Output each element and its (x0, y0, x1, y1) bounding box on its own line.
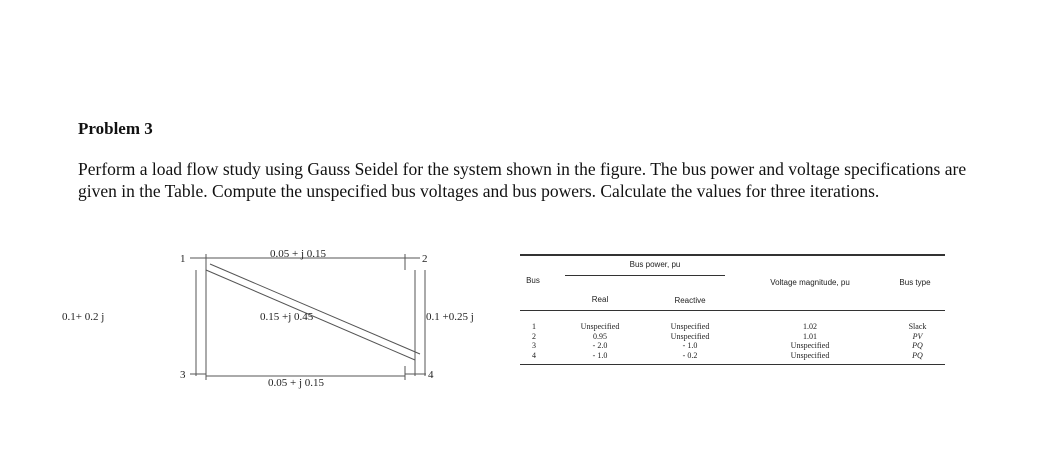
header-bus-type: Bus type (899, 278, 931, 287)
line-3-4-impedance: 0.05 + j 0.15 (268, 377, 325, 389)
header-bus-power-rule (565, 275, 725, 276)
table-row-1-type: Slack (908, 322, 927, 331)
table-row-2-voltage: 1.01 (803, 331, 817, 341)
header-bottom-rule (520, 310, 945, 311)
line-1-3-impedance: 0.1+ 0.2 j (62, 311, 105, 323)
table-row-4-type: PQ (912, 350, 923, 360)
table-row-4-voltage: Unspecified (790, 350, 830, 360)
table-row-2-type: PV (912, 331, 923, 341)
bus-4-label: 4 (428, 369, 434, 381)
column-real (560, 322, 640, 360)
table-row-4-real: - 1.0 (592, 350, 608, 360)
bus-1-label: 1 (180, 253, 186, 265)
table-row-3-voltage: Unspecified (790, 341, 830, 350)
column-bus (528, 322, 540, 360)
table-row-1-reactive: Unspecified (670, 322, 710, 331)
header-real: Real (591, 295, 609, 304)
table-row-1-voltage: 1.02 (803, 322, 817, 331)
table-top-rule (520, 254, 945, 256)
table-row-3-bus: 3 (532, 341, 536, 350)
header-bus-power: Bus power, pu (629, 260, 681, 269)
table-row-1-bus: 1 (532, 322, 536, 331)
line-2-4-impedance: 0.1 +0.25 j (426, 311, 474, 323)
table-row-2-bus: 2 (532, 331, 536, 341)
column-voltage (770, 322, 850, 360)
table-row-4-reactive: - 0.2 (682, 350, 698, 360)
problem-heading: Problem 3 (78, 119, 153, 138)
table-row-3-reactive: - 1.0 (682, 341, 698, 350)
network-diagram (60, 248, 500, 398)
table-row-2-reactive: Unspecified (670, 331, 710, 341)
header-voltage: Voltage magnitude, pu (770, 278, 850, 287)
table-row-4-bus: 4 (532, 350, 536, 360)
table-bottom-rule (520, 364, 945, 365)
problem-statement: Perform a load flow study using Gauss Seidel for the system shown in the figure. The bus power and voltage specifications are given in the Table. Compute the unspecified bus voltages and bus powers. Calculate the values for three iterations. (78, 159, 967, 201)
column-reactive (650, 322, 730, 360)
table-row-3-type: PQ (912, 341, 923, 350)
header-reactive: Reactive (674, 296, 706, 305)
line-1-4-b (210, 264, 420, 354)
line-1-2-impedance: 0.05 + j 0.15 (270, 248, 327, 260)
header-bus: Bus (526, 276, 540, 285)
column-bus-type (895, 322, 940, 360)
line-1-4-impedance: 0.15 +j 0.45 (260, 311, 314, 323)
bus-3-label: 3 (180, 369, 186, 381)
bus-2-label: 2 (422, 253, 428, 265)
table-row-1-real: Unspecified (580, 322, 620, 331)
table-row-2-real: 0.95 (593, 331, 607, 341)
table-row-3-real: - 2.0 (592, 341, 608, 350)
bus-data-table (520, 250, 945, 400)
